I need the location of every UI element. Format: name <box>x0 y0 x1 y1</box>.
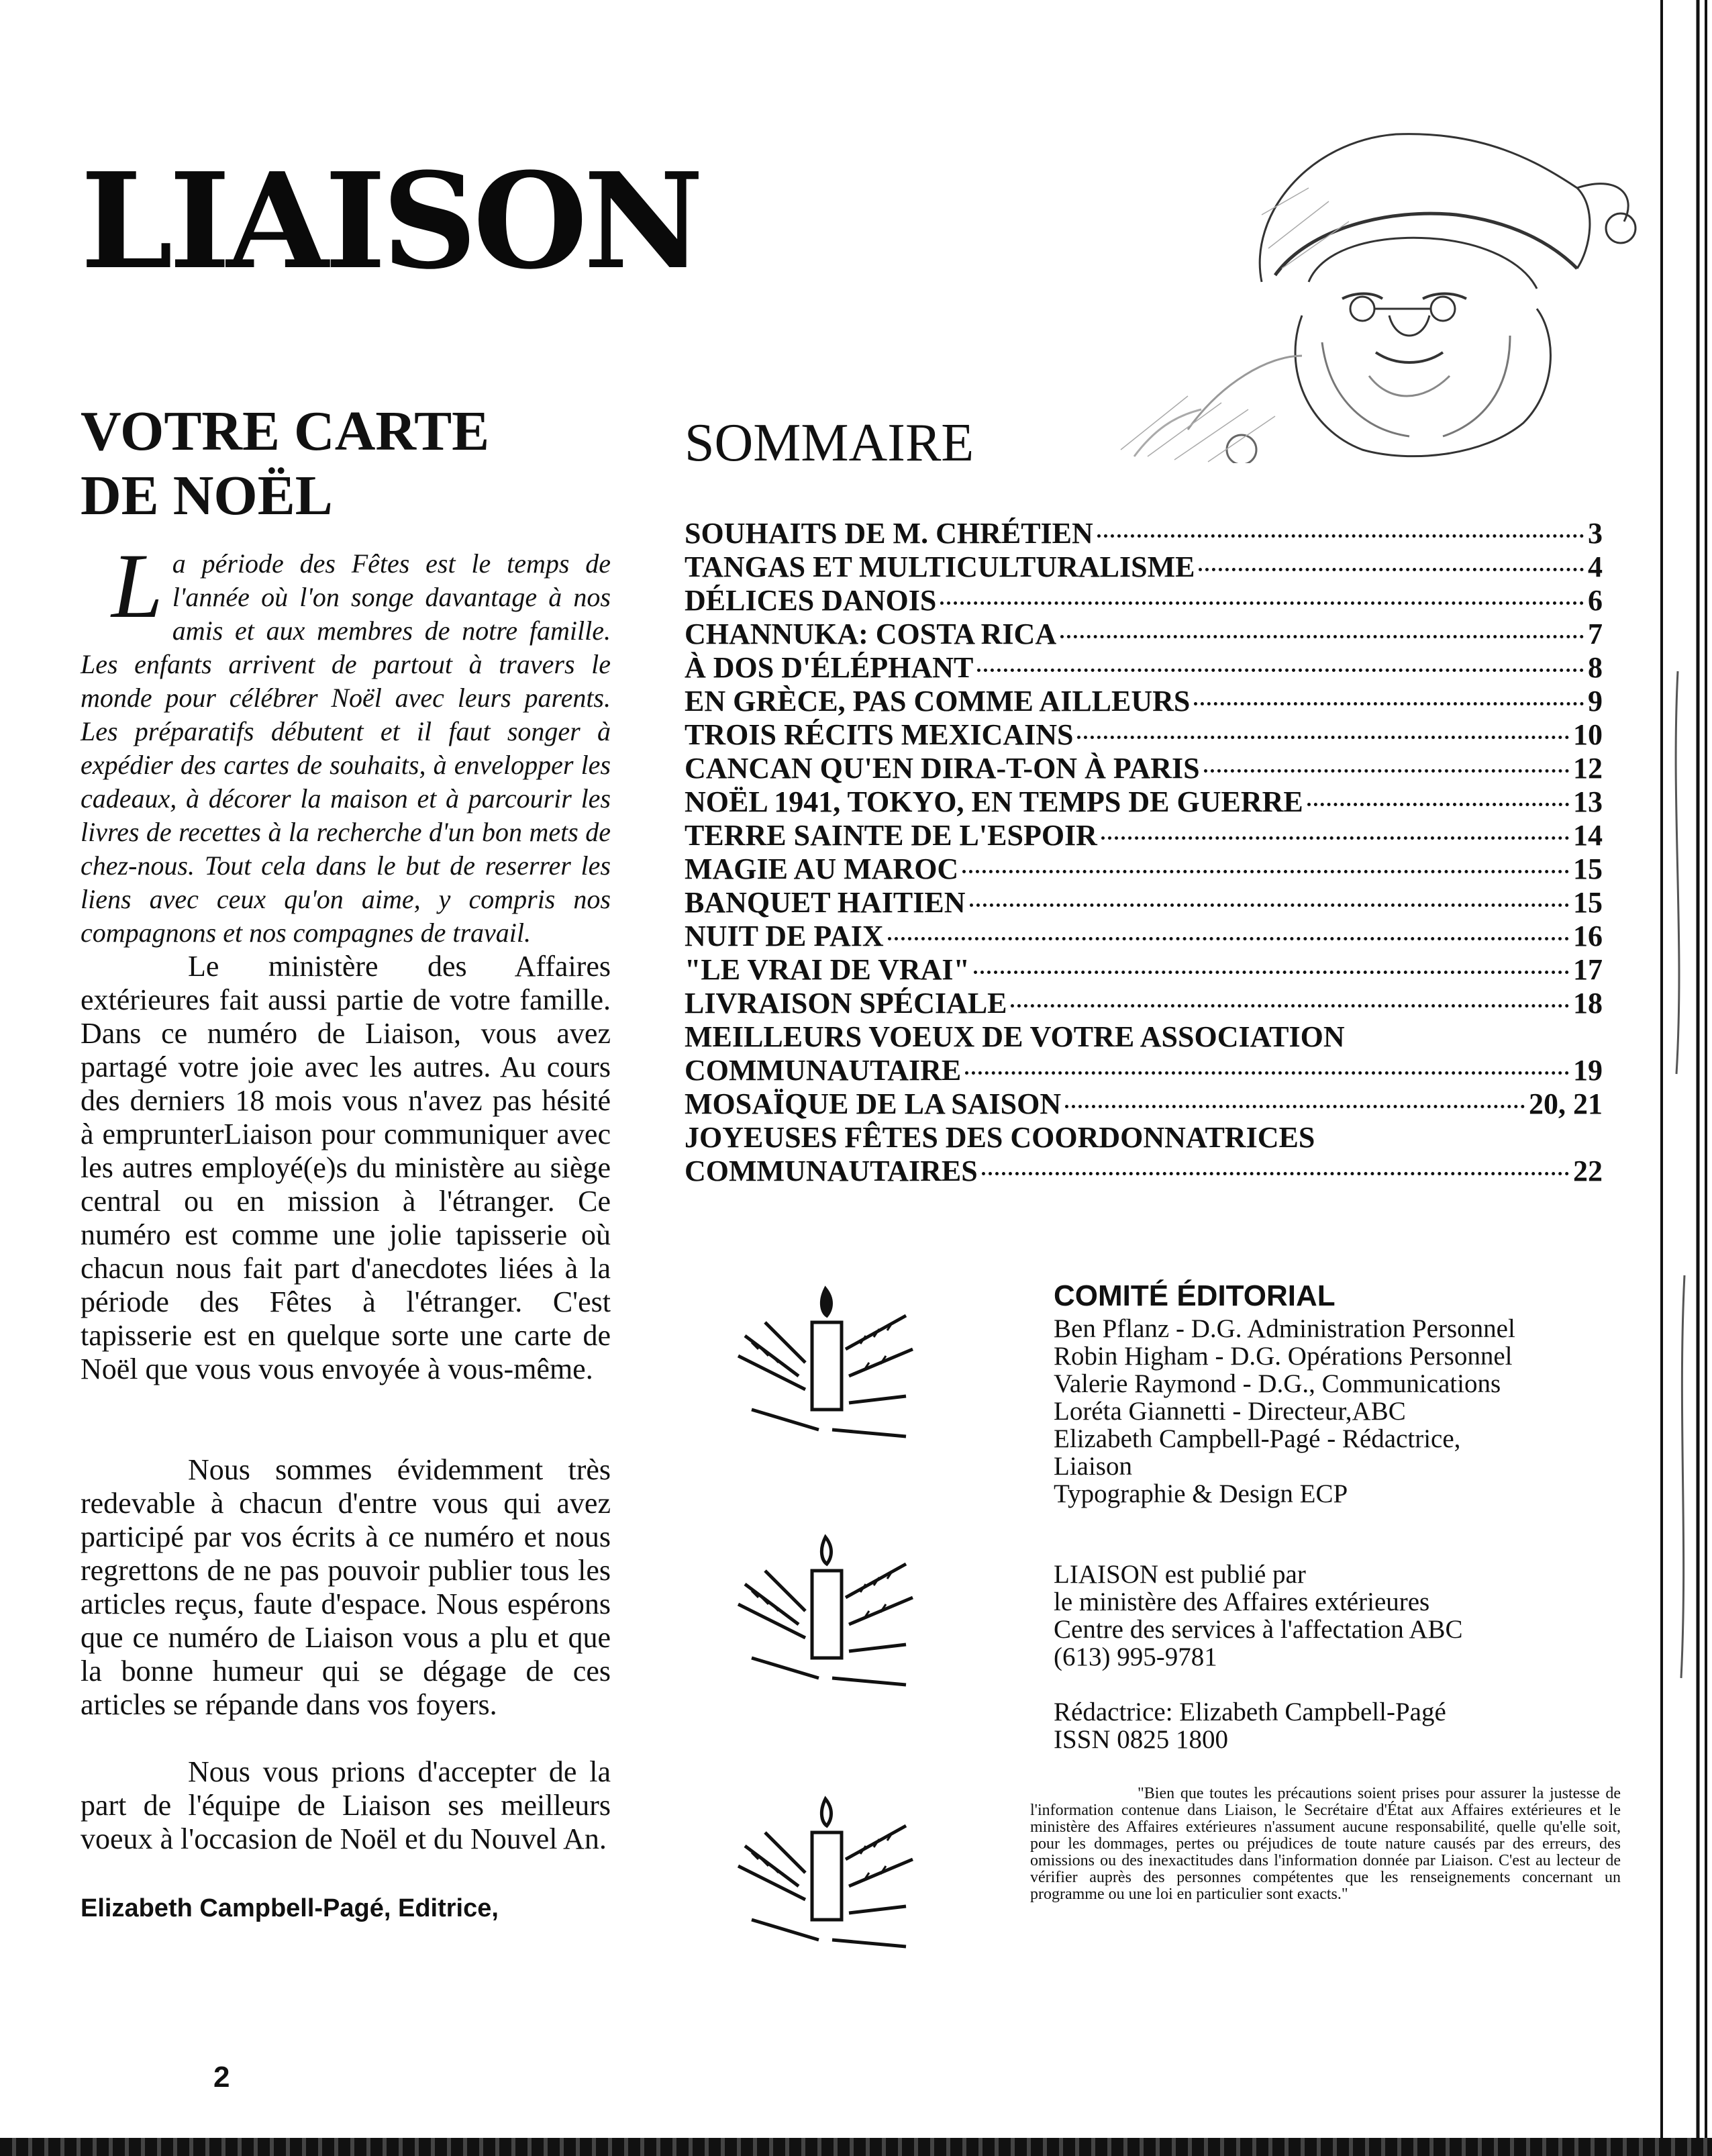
toc-entry <box>685 718 1603 752</box>
toc-entry-title: NOËL 1941, TOKYO, EN TEMPS DE GUERRE <box>685 785 1303 818</box>
publisher-line: (613) 995-9781 <box>1054 1643 1217 1671</box>
toc-leader-dots <box>1194 702 1584 705</box>
toc-entry-title: NUIT DE PAIX <box>685 920 884 952</box>
toc-entry-page: 19 <box>1573 1054 1603 1087</box>
toc-entry-title: TROIS RÉCITS MEXICAINS <box>685 718 1074 751</box>
redactrice-info <box>1054 1698 1631 1753</box>
toc-entry-title: CHANNUKA: COSTA RICA <box>685 618 1057 650</box>
toc-leader-dots <box>962 870 1569 873</box>
toc-entry-page: 9 <box>1588 685 1603 718</box>
toc-leader-dots <box>1077 736 1569 739</box>
toc-entry-title: MOSAÏQUE DE LA SAISON <box>685 1087 1062 1120</box>
publisher-line: le ministère des Affaires extérieures <box>1054 1587 1430 1616</box>
toc-entry-page: 18 <box>1573 987 1603 1020</box>
toc-entry-page: 4 <box>1588 550 1603 583</box>
editorial-member: Elizabeth Campbell-Pagé - Rédactrice, <box>1054 1424 1461 1453</box>
toc-leader-dots <box>1065 1105 1525 1108</box>
toc-entry <box>685 1087 1603 1121</box>
toc-entry-page: 14 <box>1573 819 1603 852</box>
toc-entry-page: 7 <box>1588 618 1603 650</box>
article-intro <box>81 534 611 950</box>
santa-claus-illustration <box>1107 114 1658 463</box>
toc-entry <box>685 785 1603 819</box>
toc-entry <box>685 953 1603 987</box>
christmas-candle-icon <box>725 1785 926 1960</box>
issn-line: ISSN 0825 1800 <box>1054 1725 1229 1754</box>
toc-entry-title: TERRE SAINTE DE L'ESPOIR <box>685 819 1097 852</box>
toc-entry-title: LIVRAISON SPÉCIALE <box>685 987 1007 1020</box>
toc-entry <box>685 819 1603 852</box>
toc-leader-dots <box>974 971 1569 974</box>
article-paragraph: Nous vous prions d'accepter de la part de l'équipe de Liaison ses meilleurs voeux à l'occasion de Noël et du Nouvel An. <box>81 1755 611 1855</box>
toc-leader-dots <box>1101 836 1569 840</box>
editorial-title: COMITÉ ÉDITORIAL <box>1054 1279 1336 1312</box>
toc-entry-title: SOUHAITS DE M. CHRÉTIEN <box>685 517 1093 550</box>
editorial-member: Typographie & Design ECP <box>1054 1479 1348 1508</box>
editorial-member: Robin Higham - D.G. Opérations Personnel <box>1054 1342 1513 1371</box>
toc-leader-dots <box>888 937 1569 940</box>
toc-entry-title: DÉLICES DANOIS <box>685 584 937 617</box>
masthead-logo: LIAISON <box>81 144 700 299</box>
page-bottom-edge <box>0 2138 1712 2156</box>
table-of-contents <box>685 517 1603 1188</box>
toc-entry-page: 17 <box>1573 953 1603 986</box>
toc-entry <box>685 517 1603 550</box>
toc-entry-title: TANGAS ET MULTICULTURALISME <box>685 550 1195 583</box>
toc-entry <box>685 651 1603 685</box>
toc-entry <box>685 1121 1603 1155</box>
toc-entry-page: 3 <box>1588 517 1603 550</box>
christmas-candle-icon <box>725 1275 926 1450</box>
toc-entry-title: À DOS D'ÉLÉPHANT <box>685 651 974 684</box>
editorial-member: Loréta Giannetti - Directeur,ABC <box>1054 1397 1406 1426</box>
toc-entry <box>685 550 1603 584</box>
christmas-candle-icon <box>725 1524 926 1698</box>
article-title-line1: VOTRE CARTE <box>81 400 490 462</box>
toc-entry-page: 13 <box>1573 785 1603 818</box>
toc-entry <box>685 752 1603 785</box>
page-number: 2 <box>213 2061 230 2094</box>
toc-leader-dots <box>1097 534 1584 538</box>
page-edge-decoration <box>1658 0 1712 2156</box>
publisher-info <box>1054 1561 1631 1671</box>
article-title-line2: DE NOËL <box>81 464 333 527</box>
article-title <box>81 399 658 528</box>
toc-entry <box>685 852 1603 886</box>
disclaimer: "Bien que toutes les précautions soient prises pour assurer la justesse de l'information contenue dans Liaison, le Secrétaire d'État aux Affaires extérieures et le ministère des Affaires extérieures n'assument aucune responsabilité, quelle qu'elle soit, pour les dommages, pertes ou préjudices de toute nature causés par des erreurs, des omissions ou des inexactitudes dans l'information donnée par Liaison. C'est au lecteur de vérifier auprès des personnes compétentes que les renseignements concernant un programme ou une loi en particulier sont exacts." <box>1030 1785 1621 1903</box>
toc-entry-page: 15 <box>1573 852 1603 885</box>
toc-entry <box>685 1020 1603 1054</box>
editorial-member: Ben Pflanz - D.G. Administration Personnel <box>1054 1314 1515 1343</box>
editorial-committee <box>1054 1279 1631 1508</box>
article-signature: Elizabeth Campbell-Pagé, Editrice, <box>81 1894 499 1922</box>
toc-leader-dots <box>977 669 1584 672</box>
toc-entry-continued <box>685 1155 1603 1188</box>
toc-entry <box>685 685 1603 718</box>
toc-entry <box>685 886 1603 920</box>
toc-entry-title-continued: COMMUNAUTAIRES <box>685 1155 978 1187</box>
publisher-line: LIAISON est publié par <box>1054 1560 1306 1589</box>
article-paragraph: Nous sommes évidemment très redevable à chacun d'entre vous qui avez participé par vos écrits à ce numéro et nous regrettons de ne pas pouvoir publier tous les articles reçus, faute d'espace. Nous espérons que ce numéro de Liaison vous a plu et que la bonne humeur qui se dégage de ces articles se répande dans vos foyers. <box>81 1453 611 1721</box>
sommaire-title: SOMMAIRE <box>685 413 974 473</box>
toc-entry-page: 12 <box>1573 752 1603 785</box>
toc-leader-dots <box>1307 803 1569 806</box>
redactrice-line: Rédactrice: Elizabeth Campbell-Pagé <box>1054 1698 1446 1726</box>
toc-leader-dots <box>1204 769 1569 773</box>
toc-leader-dots <box>970 903 1569 907</box>
toc-leader-dots <box>1011 1004 1569 1008</box>
toc-entry-page: 20, 21 <box>1529 1087 1603 1120</box>
editorial-member: Liaison <box>1054 1452 1132 1481</box>
toc-entry-page: 22 <box>1573 1155 1603 1187</box>
toc-entry-title: "LE VRAI DE VRAI" <box>685 953 970 986</box>
toc-leader-dots <box>1060 635 1584 638</box>
intro-text: a période des Fêtes est le temps de l'année où l'on songe davantage à nos amis et aux membres de notre famille. Les enfants arrivent de partout à travers le monde pour célébrer Noël avec leurs parents. Les préparatifs débutent et il faut songer à expédier des cartes de souhaits, à envelopper les cadeaux, à décorer la maison et à parcourir les livres de recettes à la recherche d'un bon mets de chez-nous. Tout cela dans le but de reserrer les liens avec ceux qu'on aime, y compris nos compagnons et nos compagnes de travail. <box>81 548 611 948</box>
drop-cap: L <box>111 534 163 637</box>
toc-entry-page: 6 <box>1588 584 1603 617</box>
toc-leader-dots <box>940 601 1584 605</box>
toc-entry <box>685 584 1603 618</box>
toc-entry-title: JOYEUSES FÊTES DES COORDONNATRICES <box>685 1121 1315 1154</box>
toc-entry-title: MAGIE AU MAROC <box>685 852 959 885</box>
toc-entry-page: 8 <box>1588 651 1603 684</box>
toc-entry-page: 16 <box>1573 920 1603 952</box>
toc-entry-title: CANCAN QU'EN DIRA-T-ON À PARIS <box>685 752 1200 785</box>
toc-entry-title: MEILLEURS VOEUX DE VOTRE ASSOCIATION <box>685 1020 1345 1053</box>
editorial-member: Valerie Raymond - D.G., Communications <box>1054 1369 1501 1398</box>
publisher-line: Centre des services à l'affectation ABC <box>1054 1615 1463 1644</box>
toc-entry-page: 15 <box>1573 886 1603 919</box>
toc-leader-dots <box>965 1071 1569 1075</box>
toc-entry <box>685 618 1603 651</box>
toc-entry <box>685 920 1603 953</box>
toc-entry-continued <box>685 1054 1603 1087</box>
toc-entry-title-continued: COMMUNAUTAIRE <box>685 1054 962 1087</box>
toc-leader-dots <box>982 1172 1569 1175</box>
toc-leader-dots <box>1199 568 1584 571</box>
article-paragraph: Le ministère des Affaires extérieures fait aussi partie de votre famille. Dans ce numéro de Liaison, vous avez partagé votre joie avec les autres. Au cours des derniers 18 mois vous n'avez pas hésité à emprunterLiaison pour communiquer avec les autres employé(e)s du ministère au siège central ou en mission à l'étranger. Ce numéro est comme une jolie tapisserie où chacun nous fait part d'anecdotes liées à la période des Fêtes à l'étranger. C'est tapisserie est en quelque sorte une carte de Noël que vous vous envoyée à vous-même. <box>81 950 611 1385</box>
toc-entry-title: BANQUET HAITIEN <box>685 886 966 919</box>
toc-entry <box>685 987 1603 1020</box>
toc-entry-page: 10 <box>1573 718 1603 751</box>
toc-entry-title: EN GRÈCE, PAS COMME AILLEURS <box>685 685 1191 718</box>
